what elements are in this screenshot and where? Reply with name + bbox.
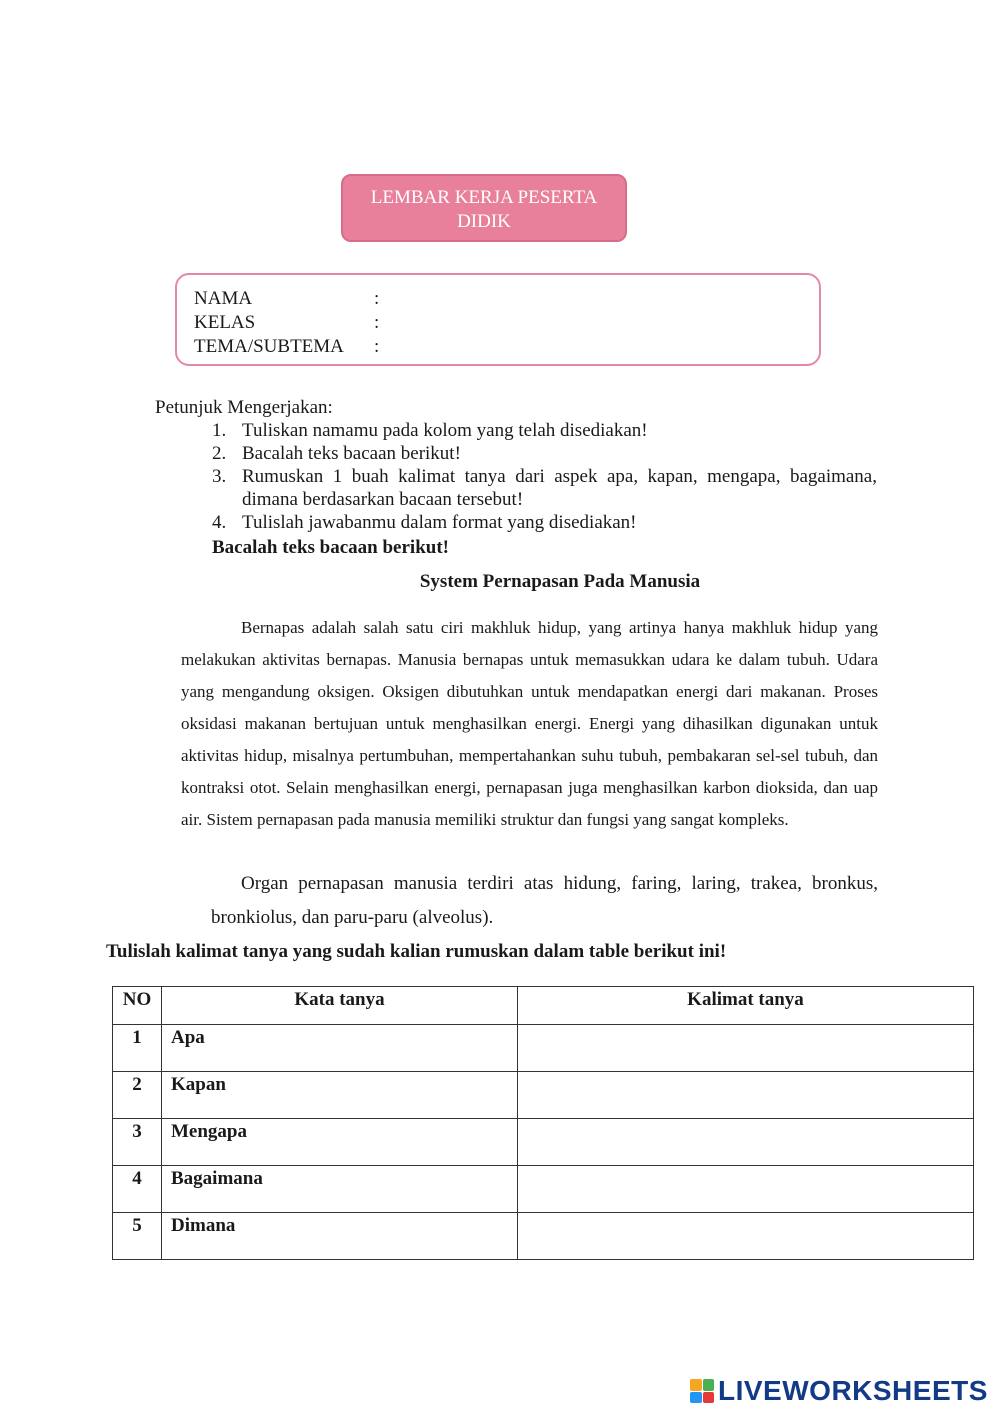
header-kalimat-tanya: Kalimat tanya — [518, 987, 974, 1025]
row-kata-tanya: Apa — [162, 1025, 518, 1072]
info-separator: : — [374, 288, 380, 309]
instruction-item — [212, 465, 877, 511]
worksheet-title-line1: LEMBAR KERJA PESERTA — [370, 187, 598, 208]
liveworksheets-logo[interactable] — [690, 1376, 988, 1406]
read-prompt: Bacalah teks bacaan berikut! — [212, 537, 449, 558]
instruction-text: Rumuskan 1 buah kalimat tanya dari aspek apa, kapan, mengapa, bagaimana, dimana berdasarkan bacaan tersebut! — [242, 466, 877, 510]
row-number: 2 — [113, 1072, 162, 1119]
table-row — [113, 1072, 974, 1119]
logo-tile-icon — [703, 1392, 715, 1404]
table-row — [113, 1213, 974, 1260]
logo-tile-icon — [703, 1379, 715, 1391]
row-kalimat-tanya-answer[interactable] — [518, 1119, 974, 1166]
instruction-text: Bacalah teks bacaan berikut! — [242, 443, 461, 464]
row-number: 5 — [113, 1213, 162, 1260]
table-header-row — [113, 987, 974, 1025]
worksheet-title-line2: DIDIK — [457, 211, 511, 232]
student-info-box — [175, 273, 821, 366]
row-kata-tanya: Bagaimana — [162, 1166, 518, 1213]
liveworksheets-logo-icon — [690, 1379, 714, 1403]
instruction-text: Tuliskan namamu pada kolom yang telah disediakan! — [242, 420, 648, 441]
instruction-text: Tulislah jawabanmu dalam format yang disediakan! — [242, 512, 637, 533]
reading-paragraph-2: Organ pernapasan manusia terdiri atas hidung, faring, laring, trakea, bronkus, bronkiolus, dan paru-paru (alveolus). — [211, 873, 878, 928]
table-row — [113, 1025, 974, 1072]
row-number: 4 — [113, 1166, 162, 1213]
instructions-list — [212, 419, 877, 534]
row-kalimat-tanya-answer[interactable] — [518, 1166, 974, 1213]
table-instruction: Tulislah kalimat tanya yang sudah kalian rumuskan dalam table berikut ini! — [106, 941, 727, 962]
info-row-kelas — [194, 311, 379, 335]
logo-text: LIVEWORKSHEETS — [718, 1375, 988, 1406]
table-row — [113, 1166, 974, 1213]
row-kalimat-tanya-answer[interactable] — [518, 1072, 974, 1119]
row-number: 1 — [113, 1025, 162, 1072]
info-row-tema — [194, 335, 379, 359]
worksheet-title-box — [341, 174, 627, 242]
row-kata-tanya: Kapan — [162, 1072, 518, 1119]
header-no: NO — [113, 987, 162, 1025]
instruction-number: 3. — [212, 466, 227, 487]
instruction-number: 1. — [212, 420, 227, 441]
row-kalimat-tanya-answer[interactable] — [518, 1213, 974, 1260]
instructions-heading: Petunjuk Mengerjakan: — [155, 397, 333, 418]
table-row — [113, 1119, 974, 1166]
info-label: KELAS — [194, 312, 256, 333]
question-table — [112, 986, 974, 1260]
info-label: NAMA — [194, 288, 253, 309]
row-kata-tanya: Mengapa — [162, 1119, 518, 1166]
instruction-item — [212, 419, 877, 442]
row-kata-tanya: Dimana — [162, 1213, 518, 1260]
instruction-number: 2. — [212, 443, 227, 464]
info-separator: : — [374, 312, 380, 333]
reading-paragraph-1: Bernapas adalah salah satu ciri makhluk hidup, yang artinya hanya makhluk hidup yang melakukan aktivitas bernapas. Manusia bernapas untuk memasukkan udara ke dalam tubuh. Udara yang mengandung oksigen. Oksigen dibutuhkan untuk mendapatkan energi dari makanan. Proses oksidasi makanan bertujuan untuk menghasilkan energi. Energi yang dihasilkan digunakan untuk aktivitas hidup, misalnya pertumbuhan, mempertahankan suhu tubuh, pembakaran sel-sel tubuh, dan kontraksi otot. Selain menghasilkan energi, pernapasan juga menghasilkan karbon dioksida, dan uap air. Sistem pernapasan pada manusia memiliki struktur dan fungsi yang sangat kompleks. — [181, 618, 878, 829]
logo-tile-icon — [690, 1392, 702, 1404]
instruction-item — [212, 511, 877, 534]
instruction-number: 4. — [212, 512, 227, 533]
info-separator: : — [374, 336, 380, 357]
instruction-item — [212, 442, 877, 465]
header-kata-tanya: Kata tanya — [162, 987, 518, 1025]
logo-tile-icon — [690, 1379, 702, 1391]
info-label: TEMA/SUBTEMA — [194, 336, 344, 357]
row-number: 3 — [113, 1119, 162, 1166]
info-row-nama — [194, 287, 379, 311]
row-kalimat-tanya-answer[interactable] — [518, 1025, 974, 1072]
reading-title: System Pernapasan Pada Manusia — [419, 571, 701, 592]
